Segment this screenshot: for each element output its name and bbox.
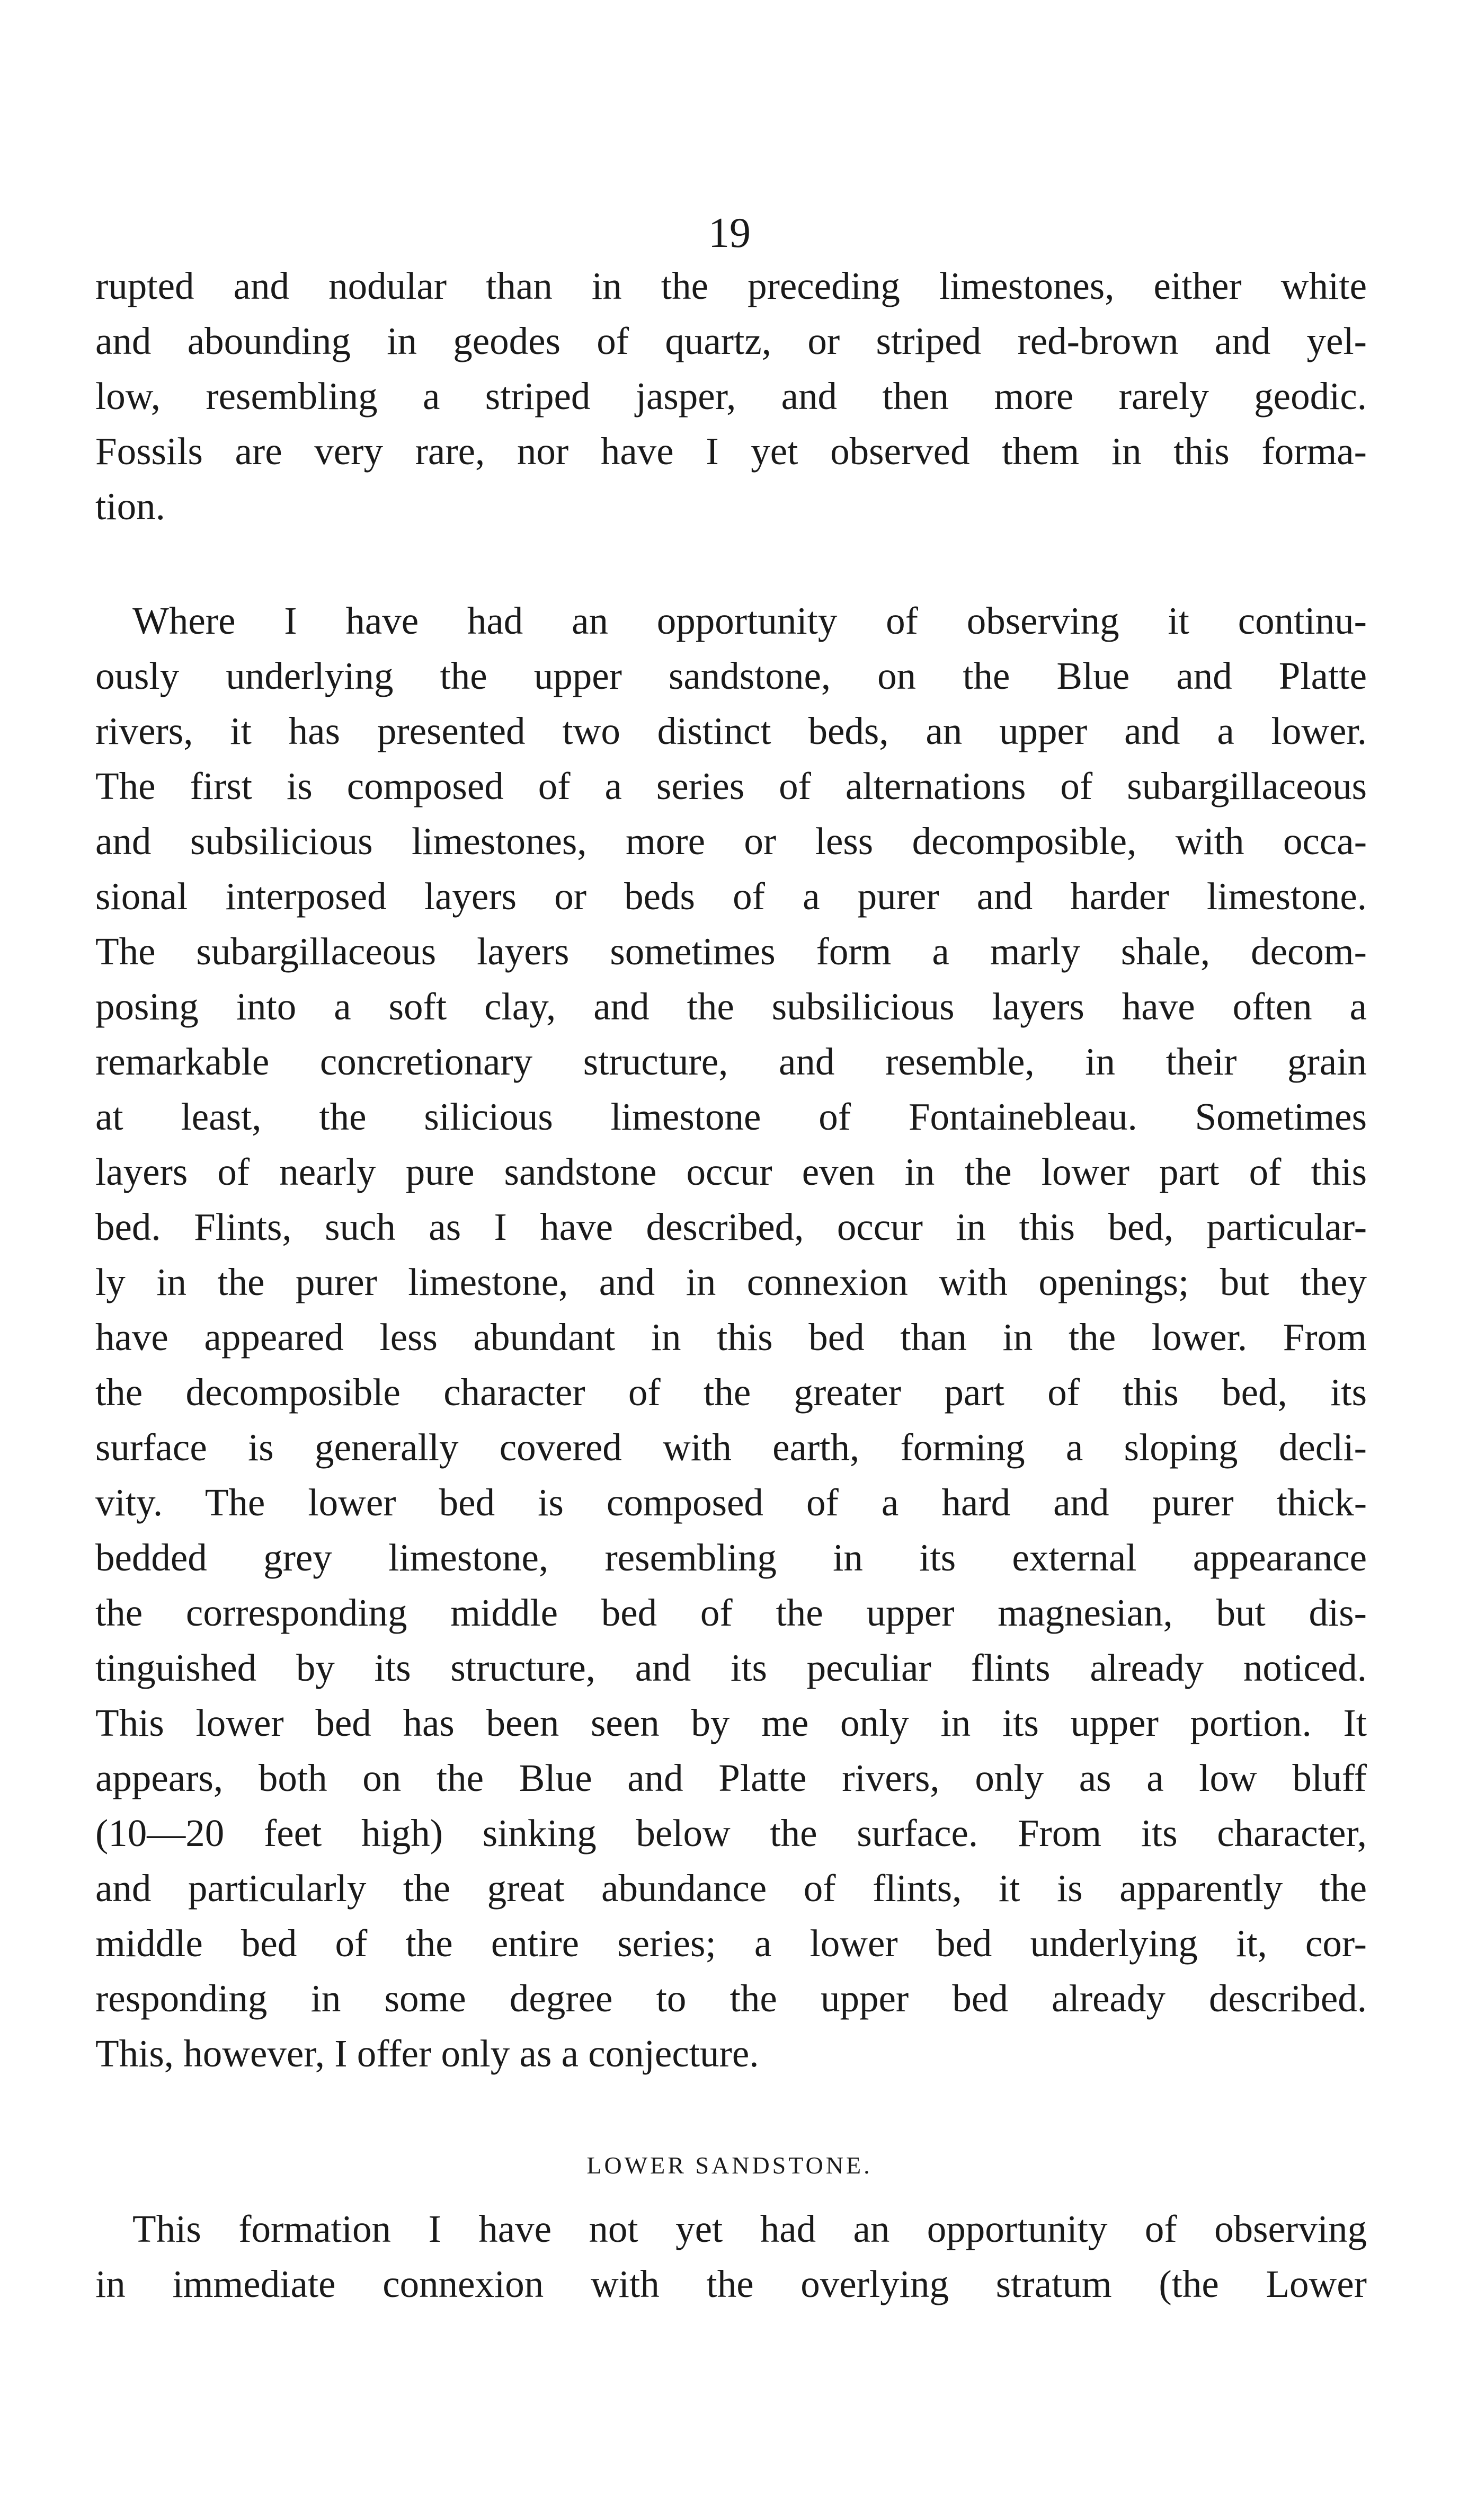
- text-line: have appeared less abundant in this bed than in the lower. From: [95, 1316, 1367, 1359]
- text-line: This, however, I offer only as a conjecture.: [95, 2032, 759, 2075]
- text-line: vity. The lower bed is composed of a hard and purer thick-: [95, 1481, 1367, 1524]
- text-line: The subargillaceous layers sometimes form a marly shale, decom-: [95, 930, 1367, 973]
- text-line: the decomposible character of the greater part of this bed, its: [95, 1371, 1367, 1414]
- text-line: bed. Flints, such as I have described, occur in this bed, particular-: [95, 1205, 1367, 1248]
- text-line: low, resembling a striped jasper, and then more rarely geodic.: [95, 375, 1367, 418]
- text-line: and abounding in geodes of quartz, or striped red-brown and yel-: [95, 320, 1367, 362]
- text-line: the corresponding middle bed of the upper magnesian, but dis-: [95, 1591, 1367, 1634]
- paragraph-3: [95, 2202, 1367, 2312]
- text-line: and particularly the great abundance of flints, it is apparently the: [95, 1867, 1367, 1910]
- paragraph-1: [95, 259, 1367, 534]
- text-line: Where I have had an opportunity of observing it continu-: [132, 599, 1367, 642]
- text-line: appears, both on the Blue and Platte rivers, only as a low bluff: [95, 1756, 1367, 1799]
- paragraph-2: [95, 593, 1367, 2081]
- text-line: layers of nearly pure sandstone occur even in the lower part of this: [95, 1150, 1367, 1193]
- text-line: and subsilicious limestones, more or less decomposible, with occa-: [95, 820, 1367, 863]
- text-line: surface is generally covered with earth, forming a sloping decli-: [95, 1426, 1367, 1469]
- text-line: tinguished by its structure, and its peculiar flints already noticed.: [95, 1646, 1367, 1689]
- text-line: This formation I have not yet had an opportunity of observing: [132, 2207, 1367, 2250]
- text-line: at least, the silicious limestone of Fontainebleau. Sometimes: [95, 1095, 1367, 1138]
- text-line: ously underlying the upper sandstone, on the Blue and Platte: [95, 654, 1367, 697]
- text-line: sional interposed layers or beds of a purer and harder limestone.: [95, 875, 1367, 918]
- page-number: 19: [708, 210, 751, 256]
- text-line: remarkable concretionary structure, and resemble, in their grain: [95, 1040, 1367, 1083]
- text-line: This lower bed has been seen by me only in its upper portion. It: [95, 1701, 1367, 1744]
- text-line: rivers, it has presented two distinct beds, an upper and a lower.: [95, 709, 1367, 752]
- text-line: posing into a soft clay, and the subsilicious layers have often a: [95, 985, 1367, 1028]
- text-line: rupted and nodular than in the preceding limestones, either white: [95, 264, 1367, 307]
- text-line: The first is composed of a series of alternations of subargillaceous: [95, 765, 1367, 808]
- text-line: (10—20 feet high) sinking below the surface. From its character,: [95, 1812, 1367, 1854]
- text-line: tion.: [95, 485, 165, 528]
- text-line: responding in some degree to the upper bed already described.: [95, 1977, 1367, 2020]
- text-line: Fossils are very rare, nor have I yet observed them in this forma-: [95, 430, 1367, 473]
- text-line: ly in the purer limestone, and in connexion with openings; but they: [95, 1261, 1367, 1303]
- section-heading: LOWER SANDSTONE.: [586, 2152, 873, 2179]
- text-line: in immediate connexion with the overlying stratum (the Lower: [95, 2262, 1367, 2305]
- text-line: bedded grey limestone, resembling in its external appearance: [95, 1536, 1367, 1579]
- text-line: middle bed of the entire series; a lower bed underlying it, cor-: [95, 1922, 1367, 1965]
